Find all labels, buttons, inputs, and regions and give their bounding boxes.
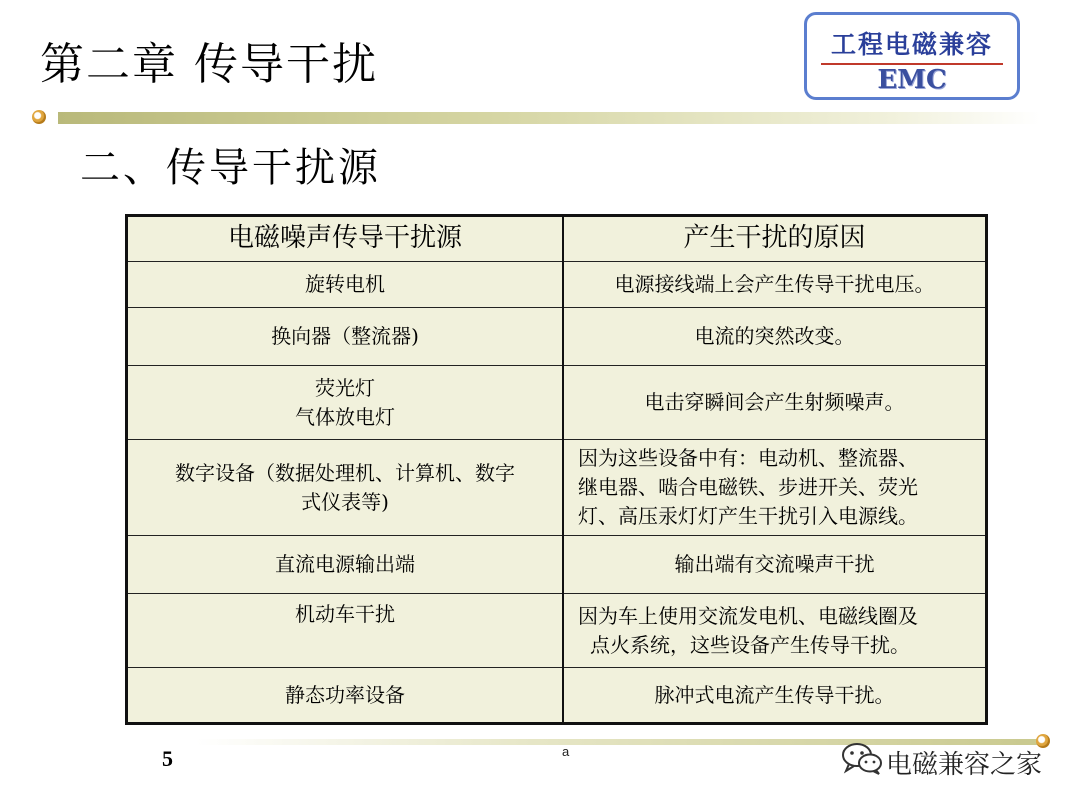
source-line: 静态功率设备 <box>285 682 405 707</box>
interference-source-table <box>125 214 988 725</box>
source-cell <box>127 440 564 536</box>
wechat-icon <box>840 740 884 776</box>
reason-cell <box>563 668 987 724</box>
source-cell <box>127 536 564 594</box>
watermark-text: 电磁兼容之家 <box>886 750 1043 780</box>
footer-mark: a <box>562 744 570 759</box>
source-line: 气体放电灯 <box>295 404 395 429</box>
chapter-title: 第二章 传导干扰 <box>40 39 378 90</box>
reason-cell <box>563 308 987 366</box>
reason-line: 点火系统，这些设备产生传导干扰。 <box>590 632 910 657</box>
source-line: 式仪表等) <box>301 489 389 514</box>
source-line: 换向器（整流器) <box>271 324 419 348</box>
logo-cn-text: 工程电磁兼容 <box>830 30 993 59</box>
page-number: 5 <box>162 746 173 771</box>
reason-line: 输出端有交流噪声干扰 <box>674 552 875 576</box>
bullet-top-icon <box>32 110 46 124</box>
reason-line: 电击穿瞬间会产生射频噪声。 <box>644 390 905 414</box>
table-row <box>127 366 987 440</box>
reason-line: 因为这些设备中有：电动机、整流器、 <box>578 446 918 470</box>
reason-cell <box>563 366 987 440</box>
reason-line: 电源接线端上会产生传导干扰电压。 <box>614 272 935 296</box>
source-cell <box>127 366 564 440</box>
reason-line: 继电器、啮合电磁铁、步进开关、荧光 <box>578 475 918 499</box>
table-row <box>127 536 987 594</box>
table-row <box>127 262 987 308</box>
table-header-source: 电磁噪声传导干扰源 <box>127 216 564 262</box>
section-title: 二、传导干扰源 <box>80 145 381 191</box>
title-underline-bar <box>58 112 1040 124</box>
source-cell <box>127 308 564 366</box>
source-line: 数字设备（数据处理机、计算机、数字 <box>175 460 515 485</box>
logo-en-text: EMC <box>877 65 947 95</box>
source-cell <box>127 594 564 668</box>
source-line: 荧光灯 <box>315 375 375 400</box>
reason-cell <box>563 262 987 308</box>
source-cell <box>127 668 564 724</box>
reason-cell <box>563 594 987 668</box>
table-row <box>127 308 987 366</box>
emc-logo <box>804 12 1020 100</box>
table-header-reason: 产生干扰的原因 <box>563 216 987 262</box>
reason-cell <box>563 440 987 536</box>
source-line: 机动车干扰 <box>295 602 395 626</box>
reason-line: 因为车上使用交流发电机、电磁线圈及 <box>578 603 918 628</box>
source-line: 直流电源输出端 <box>275 552 415 576</box>
reason-line: 灯、高压汞灯灯产生干扰引入电源线。 <box>578 504 918 528</box>
reason-cell <box>563 536 987 594</box>
reason-line: 电流的突然改变。 <box>694 324 855 348</box>
table-header-row <box>127 216 987 262</box>
source-cell <box>127 262 564 308</box>
table-row <box>127 440 987 536</box>
table-row <box>127 668 987 724</box>
reason-line: 脉冲式电流产生传导干扰。 <box>654 682 895 707</box>
table-row <box>127 594 987 668</box>
source-line: 旋转电机 <box>305 272 385 296</box>
